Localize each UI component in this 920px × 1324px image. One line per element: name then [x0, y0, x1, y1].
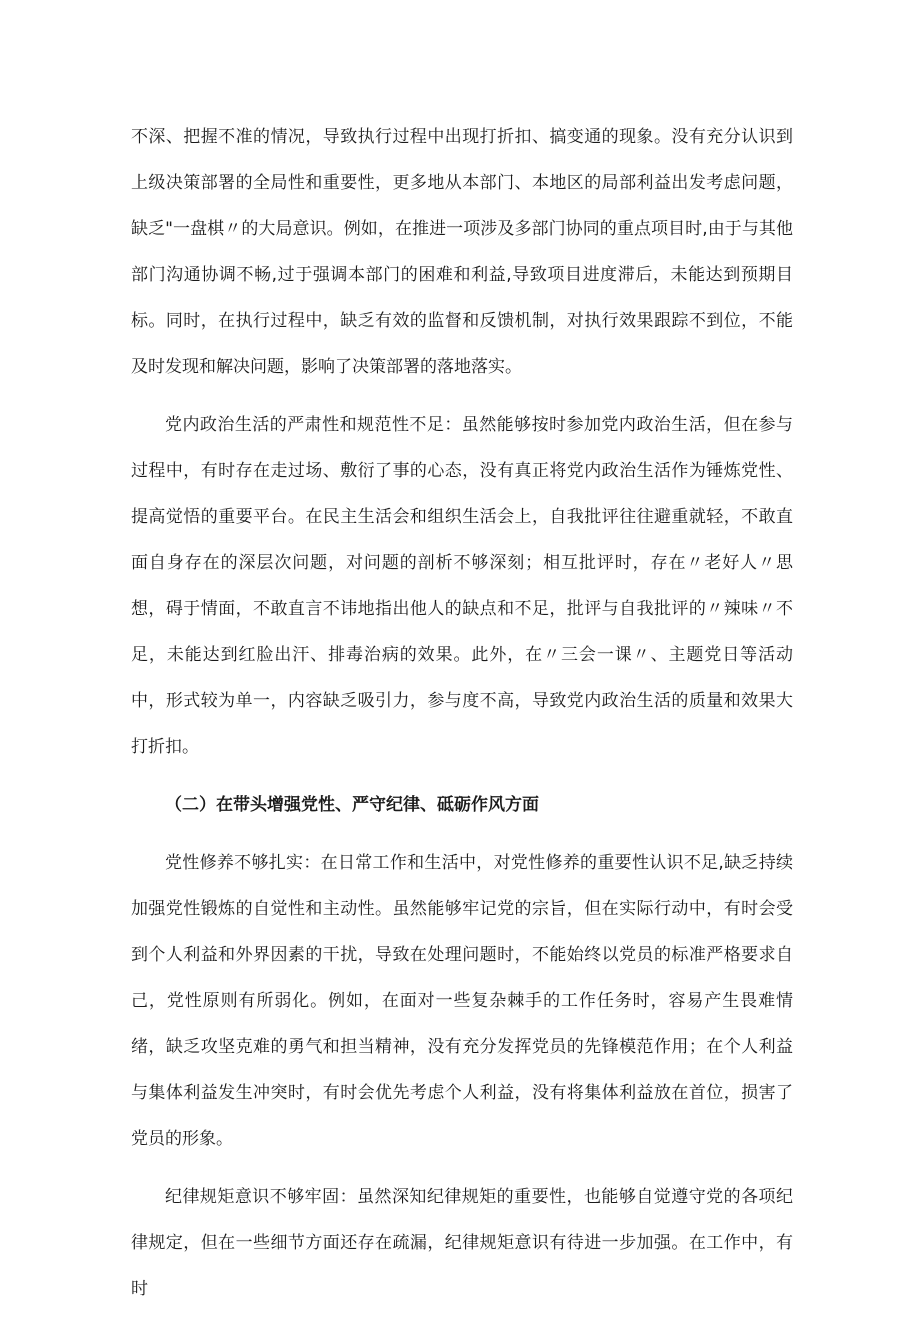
paragraph-party-cultivation: 党性修养不够扎实：在日常工作和生活中，对党性修养的重要性认识不足,缺乏持续加强党性锻炼的自觉性和主动性。虽然能够牢记党的宗旨，但在实际行动中，有时会受到个人利益和外界因素的干扰，导致在处理问题时，不能始终以党员的标准严格要求自己，党性原则有所弱化。例如，在面对一些复杂棘手的工作任务时，容易产生畏难情绪，缺乏攻坚克难的勇气和担当精神，没有充分发挥党员的先锋模范作用；在个人利益与集体利益发生冲突时，有时会优先考虑个人利益，没有将集体利益放在首位，损害了党员的形象。: [131, 853, 793, 1149]
document-body: [131, 114, 793, 1324]
paragraph-discipline-awareness: 纪律规矩意识不够牢固：虽然深知纪律规矩的重要性，也能够自觉遵守党的各项纪律规定，但在一些细节方面还存在疏漏，纪律规矩意识有待进一步加强。在工作中，有时: [131, 1187, 793, 1299]
section-heading-party-spirit: （二）在带头增强党性、严守纪律、砥砺作风方面: [165, 795, 539, 815]
paragraph-inner-party-life: 党内政治生活的严肃性和规范性不足：虽然能够按时参加党内政治生活，但在参与过程中，有时存在走过场、敷衍了事的心态，没有真正将党内政治生活作为锤炼党性、提高觉悟的重要平台。在民主生活会和组织生活会上，自我批评往往避重就轻，不敢直面自身存在的深层次问题，对问题的剖析不够深刻；相互批评时，存在〃老好人〃思想，碍于情面，不敢直言不讳地指出他人的缺点和不足，批评与自我批评的〃辣味〃不足，未能达到红脸出汗、排毒治病的效果。此外，在〃三会一课〃、主题党日等活动中，形式较为单一，内容缺乏吸引力，参与度不高，导致党内政治生活的质量和效果大打折扣。: [131, 415, 793, 757]
paragraph-execution-issues: 不深、把握不准的情况，导致执行过程中出现打折扣、搞变通的现象。没有充分认识到上级决策部署的全局性和重要性，更多地从本部门、本地区的局部利益出发考虑问题，缺乏"一盘棋〃的大局意识。例如，在推进一项涉及多部门协同的重点项目时,由于与其他部门沟通协调不畅,过于强调本部门的困难和利益,导致项目进度滞后，未能达到预期目标。同时，在执行过程中，缺乏有效的监督和反馈机制，对执行效果跟踪不到位，不能及时发现和解决问题，影响了决策部署的落地落实。: [131, 127, 793, 377]
